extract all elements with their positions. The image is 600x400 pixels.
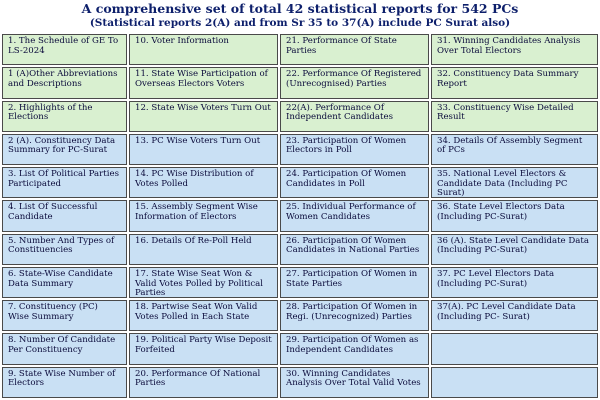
report-cell: 10. Voter Information [129, 34, 278, 65]
report-cell: 3. List Of Political Parties Participated [2, 167, 127, 198]
report-cell: 13. PC Wise Voters Turn Out [129, 134, 278, 165]
report-cell: 2 (A). Constituency Data Summary for PC-Surat [2, 134, 127, 165]
report-cell: 22(A). Performance Of Independent Candidates [280, 101, 429, 132]
report-cell: 37(A). PC Level Candidate Data (Including PC- Surat) [431, 300, 598, 331]
report-table [2, 34, 598, 398]
report-cell: 30. Winning Candidates Analysis Over Total Valid Votes [280, 367, 429, 398]
report-cell: 26. Participation Of Women Candidates in National Parties [280, 234, 429, 265]
report-cell: 17. State Wise Seat Won & Valid Votes Polled by Political Parties [129, 267, 278, 298]
report-cell: 23. Participation Of Women Electors in Poll [280, 134, 429, 165]
report-cell: 4. List Of Successful Candidate [2, 200, 127, 231]
report-cell: 33. Constituency Wise Detailed Result [431, 101, 598, 132]
report-cell: 9. State Wise Number of Electors [2, 367, 127, 398]
report-cell: 21. Performance Of State Parties [280, 34, 429, 65]
report-cell: 1 (A)Other Abbreviations and Descriptions [2, 67, 127, 98]
report-cell: 28. Participation Of Women in Regi. (Unrecognized) Parties [280, 300, 429, 331]
report-cell [431, 333, 598, 364]
report-cell: 16. Details Of Re-Poll Held [129, 234, 278, 265]
page-subtitle: (Statistical reports 2(A) and from Sr 35 to 37(A) include PC Surat also) [89, 17, 511, 29]
report-cell: 36 (A). State Level Candidate Data (Including PC-Surat) [431, 234, 598, 265]
report-cell: 24. Participation Of Women Candidates in Poll [280, 167, 429, 198]
report-cell: 20. Performance Of National Parties [129, 367, 278, 398]
report-cell: 14. PC Wise Distribution of Votes Polled [129, 167, 278, 198]
report-cell: 2. Highlights of the Elections [2, 101, 127, 132]
page-title: A comprehensive set of total 42 statistical reports for 542 PCs [81, 1, 519, 16]
report-cell: 31. Winning Candidates Analysis Over Total Electors [431, 34, 598, 65]
report-cell: 22. Performance Of Registered (Unrecognised) Parties [280, 67, 429, 98]
report-cell: 12. State Wise Voters Turn Out [129, 101, 278, 132]
report-cell: 15. Assembly Segment Wise Information of Electors [129, 200, 278, 231]
report-cell: 8. Number Of Candidate Per Constituency [2, 333, 127, 364]
report-cell: 5. Number And Types of Constituencies [2, 234, 127, 265]
report-cell [431, 367, 598, 398]
report-cell: 37. PC Level Electors Data (Including PC-Surat) [431, 267, 598, 298]
report-cell: 18. Partwise Seat Won Valid Votes Polled in Each State [129, 300, 278, 331]
report-cell: 7. Constituency (PC) Wise Summary [2, 300, 127, 331]
report-cell: 29. Participation Of Women as Independent Candidates [280, 333, 429, 364]
report-cell: 19. Political Party Wise Deposit Forfeited [129, 333, 278, 364]
report-cell: 1. The Schedule of GE To LS-2024 [2, 34, 127, 65]
report-cell: 11. State Wise Participation of Overseas Electors Voters [129, 67, 278, 98]
report-cell: 25. Individual Performance of Women Candidates [280, 200, 429, 231]
report-cell: 35. National Level Electors & Candidate Data (Including PC Surat) [431, 167, 598, 198]
page-header [0, 0, 600, 32]
report-cell: 36. State Level Electors Data (Including PC-Surat) [431, 200, 598, 231]
report-cell: 32. Constituency Data Summary Report [431, 67, 598, 98]
report-cell: 34. Details Of Assembly Segment of PCs [431, 134, 598, 165]
report-cell: 6. State-Wise Candidate Data Summary [2, 267, 127, 298]
report-cell: 27. Participation Of Women in State Parties [280, 267, 429, 298]
